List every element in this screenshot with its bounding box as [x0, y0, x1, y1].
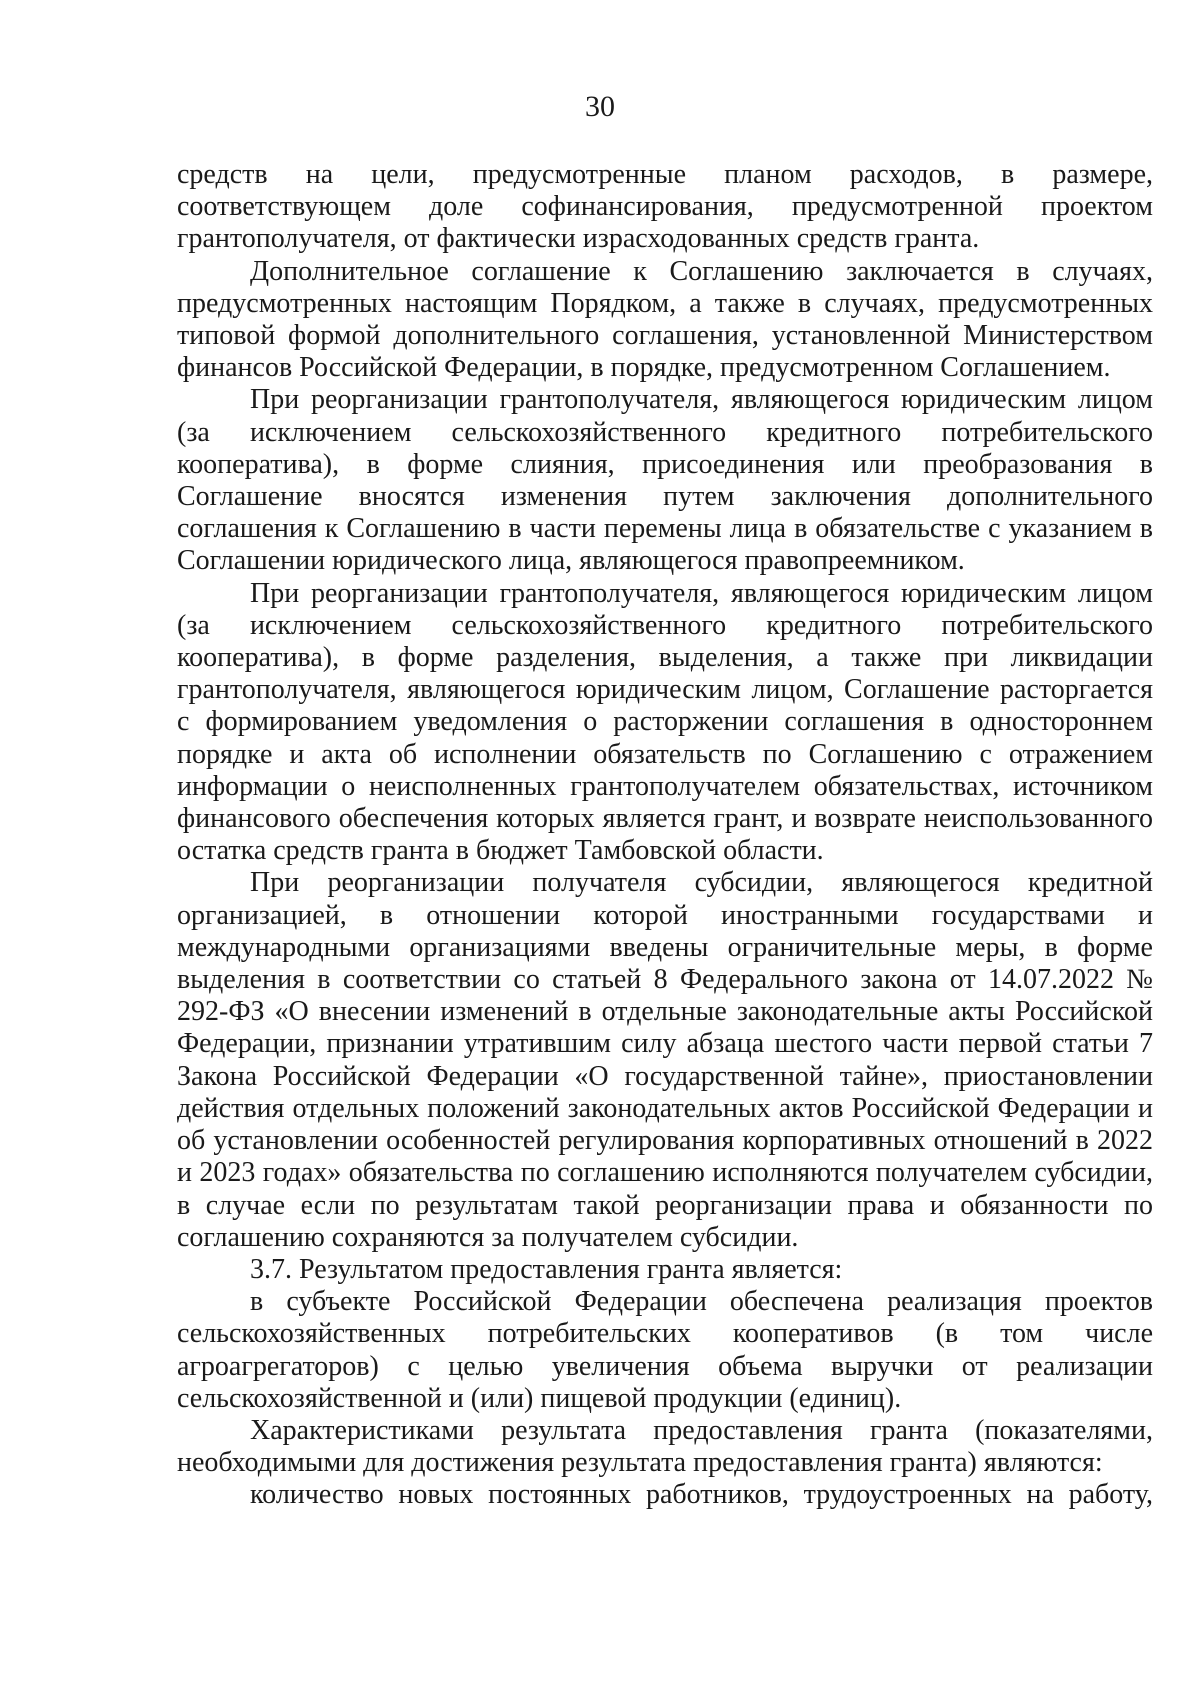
paragraph-reorganization-division: При реорганизации грантополучателя, являющегося юридическим лицом (за исключением сельскохозяйственного кредитного потребительского кооператива), в форме разделения, выделения, а также при ликвидации грантополучателя, являющегося юридическим лицом, Соглашение расторгается с формированием уведомления о расторжении соглашения в одностороннем порядке и акта об исполнении обязательств по Соглашению с отражением информации о неисполненных грантополучателем обязательствах, источником финансового обеспечения которых является грант, и возврате неиспользованного остатка средств гранта в бюджет Тамбовской области. — [177, 577, 1153, 867]
paragraph-continuation: средств на цели, предусмотренные планом расходов, в размере, соответствующем доле софинансирования, предусмотренной проектом грантополучателя, от фактически израсходованных средств гранта. — [177, 159, 1153, 255]
page-number: 30 — [585, 90, 615, 123]
paragraph-credit-organization: При реорганизации получателя субсидии, являющегося кредитной организацией, в отношении которой иностранными государствами и международными организациями введены ограничительные меры, в форме выделения в соответствии со статьей 8 Федерального закона от 14.07.2022 № 292-ФЗ «О внесении изменений в отдельные законодательные акты Российской Федерации, признании утратившим силу абзаца шестого части первой статьи 7 Закона Российской Федерации «О государственной тайне», приостановлении действия отдельных положений законодательных актов Российской Федерации и об установлении особенностей регулирования корпоративных отношений в 2022 и 2023 годах» обязательства по соглашению исполняются получателем субсидии, в случае если по результатам такой реорганизации права и обязанности по соглашению сохраняются за получателем субсидии. — [177, 867, 1153, 1253]
paragraph-reorganization-merger: При реорганизации грантополучателя, являющегося юридическим лицом (за исключением сельскохозяйственного кредитного потребительского кооператива), в форме слияния, присоединения или преобразования в Соглашение вносятся изменения путем заключения дополнительного соглашения к Соглашению в части перемены лица в обязательстве с указанием в Соглашении юридического лица, являющегося правопреемником. — [177, 384, 1153, 577]
paragraph-section-3-7: 3.7. Результатом предоставления гранта является: — [250, 1253, 843, 1285]
paragraph-characteristics: Характеристиками результата предоставления гранта (показателями, необходимыми для достижения результата предоставления гранта) являются: — [177, 1414, 1153, 1479]
document-body — [177, 159, 1153, 1512]
paragraph-additional-agreement: Дополнительное соглашение к Соглашению заключается в случаях, предусмотренных настоящим Порядком, а также в случаях, предусмотренных типовой формой дополнительного соглашения, установленной Министерством финансов Российской Федерации, в порядке, предусмотренном Соглашением. — [177, 255, 1153, 384]
paragraph-result: в субъекте Российской Федерации обеспечена реализация проектов сельскохозяйственных потребительских кооперативов (в том числе агроагрегаторов) с целью увеличения объема выручки от реализации сельскохозяйственной и (или) пищевой продукции (единиц). — [177, 1286, 1153, 1414]
paragraph-new-employees: количество новых постоянных работников, трудоустроенных на работу, — [250, 1479, 1153, 1511]
